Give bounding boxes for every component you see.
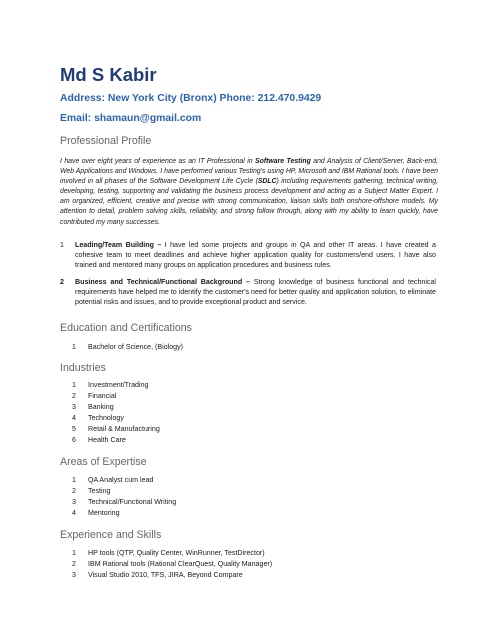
section-title-industries: Industries [60, 362, 106, 374]
summary-text-1: I have over eight years of experience as an IT Professional in [60, 158, 256, 165]
list-item: 3 Technical/Functional Writing [72, 498, 177, 506]
list-item: 5 Retail & Manufacturing [72, 425, 160, 433]
highlight-number: 1 [60, 241, 64, 249]
list-item: 3 Visual Studio 2010, TFS, JIRA, Beyond Compare [72, 571, 243, 579]
highlight-text: I have led some projects and groups in QA and other IT areas. I have created a cohesive team to meet deadlines and achieve higher application quality for customers/end users. I have also trained and mentored many groups on application procedures and business rules. [75, 241, 436, 269]
address-phone-line: Address: New York City (Bronx) Phone: 212.470.9429 [60, 93, 322, 104]
section-title-expertise: Areas of Expertise [60, 456, 147, 468]
list-item: 4 Technology [72, 414, 124, 422]
summary-bold-testing: Software Testing [255, 158, 311, 165]
email-line: Email: shamaun@gmail.com [60, 113, 202, 124]
expertise-list [72, 475, 176, 519]
list-item: 6 Health Care [72, 436, 126, 444]
candidate-name: Md S Kabir [60, 64, 157, 85]
highlight-heading: Business and Technical/Functional Background – [75, 278, 250, 286]
section-title-profile: Professional Profile [60, 135, 152, 147]
summary-text-2: and Analysis of Client/Server, Back-end, Web Applications and Windows. I have performed various Testing's using HP, Microsoft and IBM Rational tools. I have been involved in all phases of the Software Development Life Cycle ( [60, 158, 438, 186]
highlight-text: Strong knowledge of business functional and technical requirements have helped me to identify the customer's need for better quality and application solution, to eliminate potential risks and issues, and to provide exceptional product and service. [75, 278, 436, 306]
experience-list [72, 548, 272, 581]
highlight-number: 2 [60, 278, 64, 286]
list-item: 2 Testing [72, 487, 111, 495]
highlight-business [60, 277, 436, 307]
list-item: 4 Mentoring [72, 509, 120, 517]
list-item: 1 Bachelor of Science, (Biology) [72, 343, 184, 351]
summary-bold-sdlc: SDLC [257, 178, 277, 186]
section-title-education: Education and Certifications [60, 322, 192, 334]
highlight-heading: Leading/Team Building – [75, 241, 162, 249]
education-list [72, 342, 183, 353]
highlight-leading [60, 240, 436, 270]
list-item: 1 QA Analyst cum lead [72, 476, 154, 484]
list-item: 1 Investment/Trading [72, 381, 149, 389]
section-title-experience: Experience and Skills [60, 529, 162, 541]
list-item: 2 Financial [72, 392, 117, 400]
list-item: 1 HP tools (QTP, Quality Center, WinRunner, TestDirector) [72, 549, 265, 557]
industries-list [72, 380, 160, 446]
list-item: 2 IBM Rational tools (Rational ClearQuest, Quality Manager) [72, 560, 273, 568]
summary-text-3: ) including requirements gathering, technical writing, developing, testing, supporting and validating the business process development and acting as a Subject Matter Expert. I am organized, efficient, creative and precise with strong communication, liaison skills both onshore-offshore models. My attention to detail, problem solving skills, reliability, and strong follow through, along with my ability to learn quickly, have contributed my many successes. [60, 178, 439, 226]
profile-summary [60, 157, 438, 228]
list-item: 3 Banking [72, 403, 114, 411]
